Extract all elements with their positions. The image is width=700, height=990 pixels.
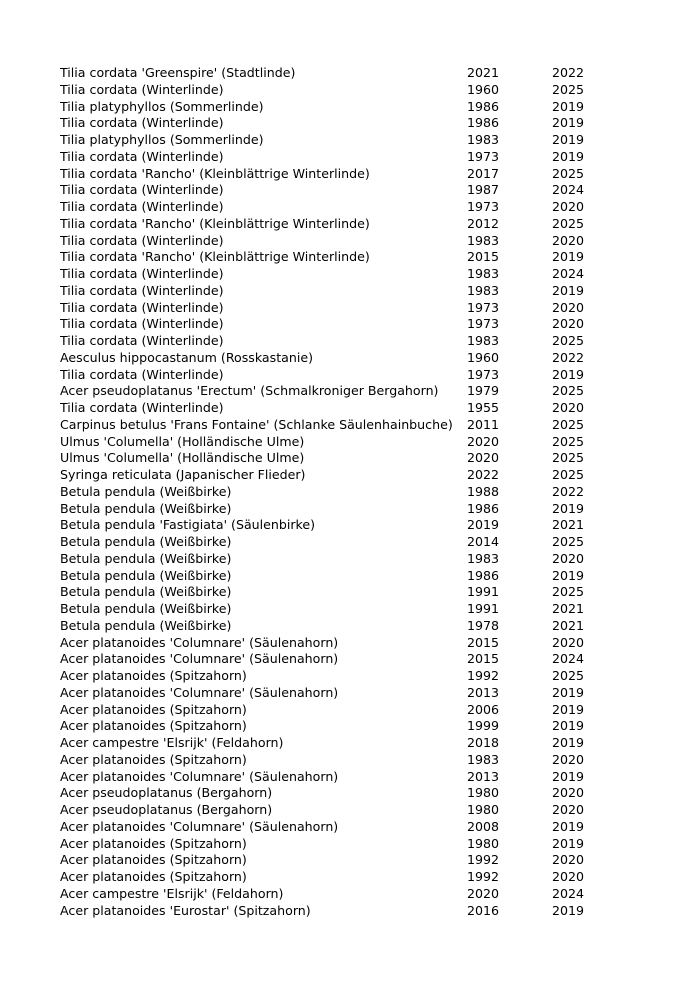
year-checked-cell: 2019 (552, 718, 585, 734)
year-checked-cell: 2019 (552, 684, 585, 700)
tree-name-cell: Tilia cordata 'Greenspire' (Stadtlinde) (60, 65, 296, 80)
table-row (60, 718, 600, 735)
year-planted-cell: 2019 (467, 517, 500, 533)
year-planted-cell: 1986 (467, 115, 500, 131)
table-row (60, 852, 600, 869)
tree-name-cell: Tilia cordata (Winterlinde) (60, 81, 224, 97)
table-row (60, 568, 600, 585)
table-row (60, 82, 600, 99)
year-checked-cell: 2022 (552, 483, 585, 499)
tree-name-cell: Ulmus 'Columella' (Holländische Ulme) (60, 433, 305, 449)
year-planted-cell: 1980 (467, 802, 500, 817)
tree-name-cell: Acer platanoides (Spitzahorn) (60, 852, 247, 868)
year-planted-cell: 2015 (467, 651, 500, 667)
table-row (60, 199, 600, 216)
table-row (60, 434, 600, 451)
table-row (60, 467, 600, 484)
table-row (60, 819, 600, 836)
table-row (60, 316, 600, 333)
tree-name-cell: Ulmus 'Columella' (Holländische Ulme) (60, 450, 305, 466)
tree-name-cell: Acer platanoides (Spitzahorn) (60, 869, 247, 884)
year-checked-cell: 2025 (552, 416, 585, 432)
year-planted-cell: 1992 (467, 668, 500, 683)
tree-name-cell: Tilia cordata (Winterlinde) (60, 282, 224, 298)
tree-name-cell: Tilia cordata (Winterlinde) (60, 232, 224, 248)
year-planted-cell: 1986 (467, 500, 500, 516)
year-planted-cell: 1980 (467, 835, 500, 851)
year-checked-cell: 2025 (552, 433, 585, 449)
tree-name-cell: Betula pendula (Weißbirke) (60, 567, 232, 583)
year-planted-cell: 2006 (467, 701, 500, 717)
year-planted-cell: 2013 (467, 768, 500, 784)
year-planted-cell: 2013 (467, 684, 500, 700)
year-checked-cell: 2019 (552, 902, 585, 918)
tree-name-cell: Acer platanoides (Spitzahorn) (60, 718, 247, 734)
table-row (60, 651, 600, 668)
year-checked-cell: 2025 (552, 81, 585, 97)
year-checked-cell: 2025 (552, 215, 585, 231)
tree-name-cell: Acer platanoides (Spitzahorn) (60, 701, 247, 717)
year-planted-cell: 2012 (467, 215, 500, 231)
year-planted-cell: 2015 (467, 634, 500, 650)
table-row (60, 903, 600, 920)
tree-name-cell: Tilia cordata (Winterlinde) (60, 115, 224, 131)
year-planted-cell: 2008 (467, 818, 500, 834)
tree-name-cell: Tilia cordata (Winterlinde) (60, 333, 224, 348)
year-planted-cell: 2016 (467, 902, 500, 918)
year-planted-cell: 1979 (467, 383, 500, 399)
table-row (60, 99, 600, 116)
year-checked-cell: 2019 (552, 818, 585, 834)
year-checked-cell: 2021 (552, 601, 585, 616)
tree-name-cell: Aesculus hippocastanum (Rosskastanie) (60, 349, 313, 365)
year-checked-cell: 2025 (552, 383, 585, 399)
tree-table (60, 65, 600, 919)
year-planted-cell: 1960 (467, 81, 500, 97)
year-planted-cell: 2021 (467, 65, 500, 80)
year-checked-cell: 2019 (552, 115, 585, 131)
tree-name-cell: Acer platanoides 'Columnare' (Säulenahorn) (60, 651, 339, 667)
year-checked-cell: 2025 (552, 668, 585, 683)
year-checked-cell: 2019 (552, 768, 585, 784)
tree-name-cell: Tilia cordata (Winterlinde) (60, 199, 224, 214)
year-checked-cell: 2020 (552, 802, 585, 817)
year-planted-cell: 2011 (467, 416, 500, 432)
table-row (60, 350, 600, 367)
table-row (60, 668, 600, 685)
year-checked-cell: 2019 (552, 98, 585, 114)
tree-name-cell: Tilia platyphyllos (Sommerlinde) (60, 98, 264, 114)
tree-name-cell: Betula pendula (Weißbirke) (60, 617, 232, 633)
table-row (60, 333, 600, 350)
year-planted-cell: 1986 (467, 567, 500, 583)
year-planted-cell: 1991 (467, 601, 500, 616)
table-row (60, 233, 600, 250)
table-row (60, 266, 600, 283)
year-checked-cell: 2019 (552, 701, 585, 717)
year-planted-cell: 1973 (467, 366, 500, 382)
tree-name-cell: Betula pendula 'Fastigiata' (Säulenbirke) (60, 517, 316, 533)
table-row (60, 115, 600, 132)
year-checked-cell: 2025 (552, 165, 585, 181)
tree-name-cell: Tilia cordata (Winterlinde) (60, 182, 224, 198)
tree-name-cell: Tilia cordata (Winterlinde) (60, 316, 224, 332)
year-checked-cell: 2025 (552, 467, 585, 482)
year-checked-cell: 2022 (552, 349, 585, 365)
table-row (60, 635, 600, 652)
year-checked-cell: 2020 (552, 199, 585, 214)
year-planted-cell: 1983 (467, 266, 500, 281)
tree-name-cell: Acer platanoides 'Columnare' (Säulenahorn) (60, 634, 339, 650)
tree-table-body (60, 65, 600, 919)
tree-name-cell: Acer platanoides (Spitzahorn) (60, 751, 247, 767)
table-row (60, 836, 600, 853)
year-checked-cell: 2021 (552, 517, 585, 533)
year-planted-cell: 1983 (467, 232, 500, 248)
year-checked-cell: 2022 (552, 65, 585, 80)
year-checked-cell: 2025 (552, 584, 585, 600)
table-row (60, 517, 600, 534)
year-planted-cell: 2022 (467, 467, 500, 482)
year-planted-cell: 1973 (467, 148, 500, 164)
year-checked-cell: 2019 (552, 282, 585, 298)
year-planted-cell: 1960 (467, 349, 500, 365)
year-planted-cell: 1983 (467, 333, 500, 348)
year-planted-cell: 1992 (467, 852, 500, 868)
table-row (60, 132, 600, 149)
year-planted-cell: 2014 (467, 534, 500, 549)
table-row (60, 618, 600, 635)
table-row (60, 149, 600, 166)
year-checked-cell: 2020 (552, 316, 585, 332)
year-checked-cell: 2019 (552, 366, 585, 382)
year-checked-cell: 2024 (552, 651, 585, 667)
tree-name-cell: Tilia cordata (Winterlinde) (60, 366, 224, 382)
table-row (60, 551, 600, 568)
table-row (60, 735, 600, 752)
year-planted-cell: 2015 (467, 249, 500, 265)
table-row (60, 534, 600, 551)
tree-name-cell: Acer platanoides 'Columnare' (Säulenahorn) (60, 684, 339, 700)
table-row (60, 501, 600, 518)
year-planted-cell: 2017 (467, 165, 500, 181)
tree-name-cell: Betula pendula (Weißbirke) (60, 584, 232, 600)
tree-name-cell: Acer platanoides 'Columnare' (Säulenahorn) (60, 818, 339, 834)
tree-name-cell: Betula pendula (Weißbirke) (60, 534, 232, 549)
tree-name-cell: Betula pendula (Weißbirke) (60, 550, 232, 566)
year-planted-cell: 1999 (467, 718, 500, 734)
year-checked-cell: 2025 (552, 450, 585, 466)
year-planted-cell: 1992 (467, 869, 500, 884)
table-row (60, 417, 600, 434)
year-checked-cell: 2020 (552, 232, 585, 248)
table-row (60, 300, 600, 317)
table-row (60, 450, 600, 467)
year-checked-cell: 2024 (552, 266, 585, 281)
tree-name-cell: Acer campestre 'Elsrijk' (Feldahorn) (60, 735, 284, 750)
table-row (60, 601, 600, 618)
table-row (60, 802, 600, 819)
year-planted-cell: 1983 (467, 550, 500, 566)
tree-name-cell: Acer pseudoplatanus (Bergahorn) (60, 802, 273, 817)
year-planted-cell: 1983 (467, 132, 500, 147)
year-planted-cell: 2020 (467, 450, 500, 466)
tree-name-cell: Betula pendula (Weißbirke) (60, 601, 232, 616)
year-planted-cell: 1983 (467, 282, 500, 298)
tree-name-cell: Tilia cordata (Winterlinde) (60, 266, 224, 281)
tree-name-cell: Acer platanoides 'Eurostar' (Spitzahorn) (60, 902, 311, 918)
tree-name-cell: Carpinus betulus 'Frans Fontaine' (Schlanke Säulenhainbuche) (60, 416, 453, 432)
tree-name-cell: Betula pendula (Weißbirke) (60, 483, 232, 499)
table-row (60, 785, 600, 802)
year-checked-cell: 2019 (552, 249, 585, 265)
tree-name-cell: Acer platanoides (Spitzahorn) (60, 835, 247, 851)
year-checked-cell: 2019 (552, 835, 585, 851)
year-planted-cell: 1987 (467, 182, 500, 198)
table-row (60, 886, 600, 903)
year-checked-cell: 2019 (552, 735, 585, 750)
table-row (60, 367, 600, 384)
year-checked-cell: 2019 (552, 148, 585, 164)
table-row (60, 869, 600, 886)
year-checked-cell: 2019 (552, 500, 585, 516)
year-planted-cell: 1955 (467, 400, 500, 415)
tree-name-cell: Tilia cordata 'Rancho' (Kleinblättrige Winterlinde) (60, 249, 370, 265)
table-row (60, 182, 600, 199)
tree-name-cell: Tilia cordata (Winterlinde) (60, 400, 224, 415)
tree-name-cell: Betula pendula (Weißbirke) (60, 500, 232, 516)
table-row (60, 584, 600, 601)
tree-name-cell: Tilia cordata 'Rancho' (Kleinblättrige Winterlinde) (60, 165, 370, 181)
table-row (60, 685, 600, 702)
year-checked-cell: 2019 (552, 567, 585, 583)
year-checked-cell: 2025 (552, 534, 585, 549)
tree-name-cell: Acer platanoides 'Columnare' (Säulenahorn) (60, 768, 339, 784)
table-row (60, 752, 600, 769)
year-checked-cell: 2019 (552, 132, 585, 147)
year-checked-cell: 2020 (552, 785, 585, 801)
table-row (60, 249, 600, 266)
year-planted-cell: 1973 (467, 199, 500, 214)
year-checked-cell: 2020 (552, 550, 585, 566)
table-row (60, 283, 600, 300)
year-checked-cell: 2020 (552, 869, 585, 884)
year-planted-cell: 2020 (467, 433, 500, 449)
year-checked-cell: 2020 (552, 751, 585, 767)
year-planted-cell: 2018 (467, 735, 500, 750)
year-checked-cell: 2021 (552, 617, 585, 633)
table-row (60, 383, 600, 400)
table-row (60, 216, 600, 233)
table-row (60, 702, 600, 719)
year-planted-cell: 1973 (467, 316, 500, 332)
tree-name-cell: Acer campestre 'Elsrijk' (Feldahorn) (60, 885, 284, 901)
table-row (60, 65, 600, 82)
table-row (60, 769, 600, 786)
tree-name-cell: Tilia cordata 'Rancho' (Kleinblättrige Winterlinde) (60, 215, 370, 231)
year-planted-cell: 1973 (467, 299, 500, 315)
tree-name-cell: Tilia cordata (Winterlinde) (60, 299, 224, 315)
table-row (60, 400, 600, 417)
year-checked-cell: 2024 (552, 885, 585, 901)
tree-name-cell: Acer platanoides (Spitzahorn) (60, 668, 247, 683)
year-checked-cell: 2020 (552, 400, 585, 415)
year-planted-cell: 1980 (467, 785, 500, 801)
year-planted-cell: 1983 (467, 751, 500, 767)
year-planted-cell: 2020 (467, 885, 500, 901)
year-planted-cell: 1986 (467, 98, 500, 114)
table-row (60, 484, 600, 501)
tree-name-cell: Acer pseudoplatanus (Bergahorn) (60, 785, 273, 801)
year-checked-cell: 2020 (552, 299, 585, 315)
year-planted-cell: 1991 (467, 584, 500, 600)
tree-name-cell: Tilia cordata (Winterlinde) (60, 148, 224, 164)
year-checked-cell: 2025 (552, 333, 585, 348)
tree-name-cell: Syringa reticulata (Japanischer Flieder) (60, 467, 306, 482)
year-checked-cell: 2020 (552, 852, 585, 868)
year-checked-cell: 2020 (552, 634, 585, 650)
tree-name-cell: Acer pseudoplatanus 'Erectum' (Schmalkroniger Bergahorn) (60, 383, 439, 399)
tree-name-cell: Tilia platyphyllos (Sommerlinde) (60, 132, 264, 147)
year-planted-cell: 1988 (467, 483, 500, 499)
table-row (60, 166, 600, 183)
year-checked-cell: 2024 (552, 182, 585, 198)
year-planted-cell: 1978 (467, 617, 500, 633)
